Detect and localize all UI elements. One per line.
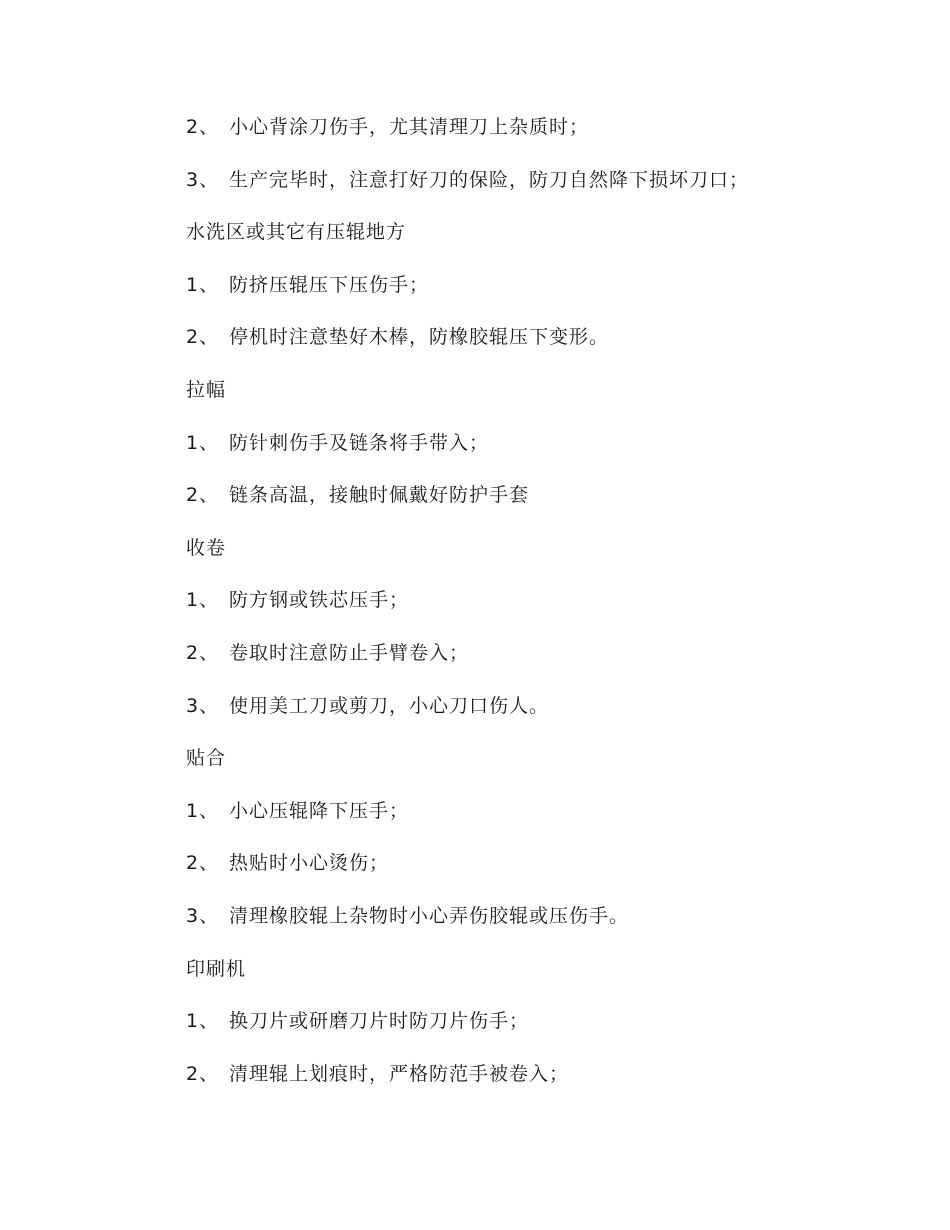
list-item <box>186 583 886 636</box>
list-item <box>186 794 886 847</box>
item-number: 1、 <box>186 273 220 296</box>
item-number: 2、 <box>186 1062 220 1085</box>
list-item <box>186 846 886 899</box>
item-text: 卷取时注意防止手臂卷入； <box>229 641 470 664</box>
item-number: 1、 <box>186 799 220 822</box>
document-body <box>186 110 886 1109</box>
item-text: 停机时注意垫好木棒，防橡胶辊压下变形。 <box>229 326 610 349</box>
list-item <box>186 426 886 479</box>
item-text: 换刀片或研磨刀片时防刀片伤手； <box>229 1010 530 1033</box>
item-text: 生产完毕时，注意打好刀的保险，防刀自然降下损坏刀口； <box>229 168 750 191</box>
item-text: 使用美工刀或剪刀，小心刀口伤人。 <box>229 694 550 717</box>
list-item <box>186 268 886 321</box>
list-item <box>186 1057 886 1110</box>
section-heading-text: 印刷机 <box>186 957 247 980</box>
item-number: 2、 <box>186 641 220 664</box>
item-text: 防方钢或铁芯压手； <box>229 589 410 612</box>
section-heading-text: 水洗区或其它有压辊地方 <box>186 221 407 244</box>
item-number: 1、 <box>186 1010 220 1033</box>
list-item <box>186 899 886 952</box>
item-number: 1、 <box>186 589 220 612</box>
item-text: 小心压辊降下压手； <box>229 799 410 822</box>
list-item <box>186 163 886 216</box>
item-text: 清理辊上划痕时，严格防范手被卷入； <box>229 1062 570 1085</box>
item-number: 1、 <box>186 431 220 454</box>
section-heading <box>186 741 886 794</box>
section-heading <box>186 373 886 426</box>
item-text: 链条高温，接触时佩戴好防护手套 <box>229 484 530 507</box>
item-number: 3、 <box>186 694 220 717</box>
item-text: 防针刺伤手及链条将手带入； <box>229 431 490 454</box>
section-heading <box>186 952 886 1005</box>
item-number: 3、 <box>186 168 220 191</box>
list-item <box>186 320 886 373</box>
section-heading <box>186 215 886 268</box>
section-heading-text: 贴合 <box>186 747 227 770</box>
list-item <box>186 636 886 689</box>
section-heading <box>186 531 886 584</box>
list-item <box>186 478 886 531</box>
list-item <box>186 1004 886 1057</box>
item-number: 2、 <box>186 116 220 138</box>
list-item <box>186 689 886 742</box>
item-text: 防挤压辊压下压伤手； <box>229 273 430 296</box>
item-number: 2、 <box>186 326 220 349</box>
item-number: 3、 <box>186 904 220 927</box>
item-number: 2、 <box>186 852 220 875</box>
item-text: 小心背涂刀伤手，尤其清理刀上杂质时； <box>229 116 590 138</box>
list-item <box>186 110 886 163</box>
item-number: 2、 <box>186 484 220 507</box>
item-text: 热贴时小心烫伤； <box>229 852 390 875</box>
section-heading-text: 收卷 <box>186 536 227 559</box>
section-heading-text: 拉幅 <box>186 378 227 401</box>
item-text: 清理橡胶辊上杂物时小心弄伤胶辊或压伤手。 <box>229 904 630 927</box>
